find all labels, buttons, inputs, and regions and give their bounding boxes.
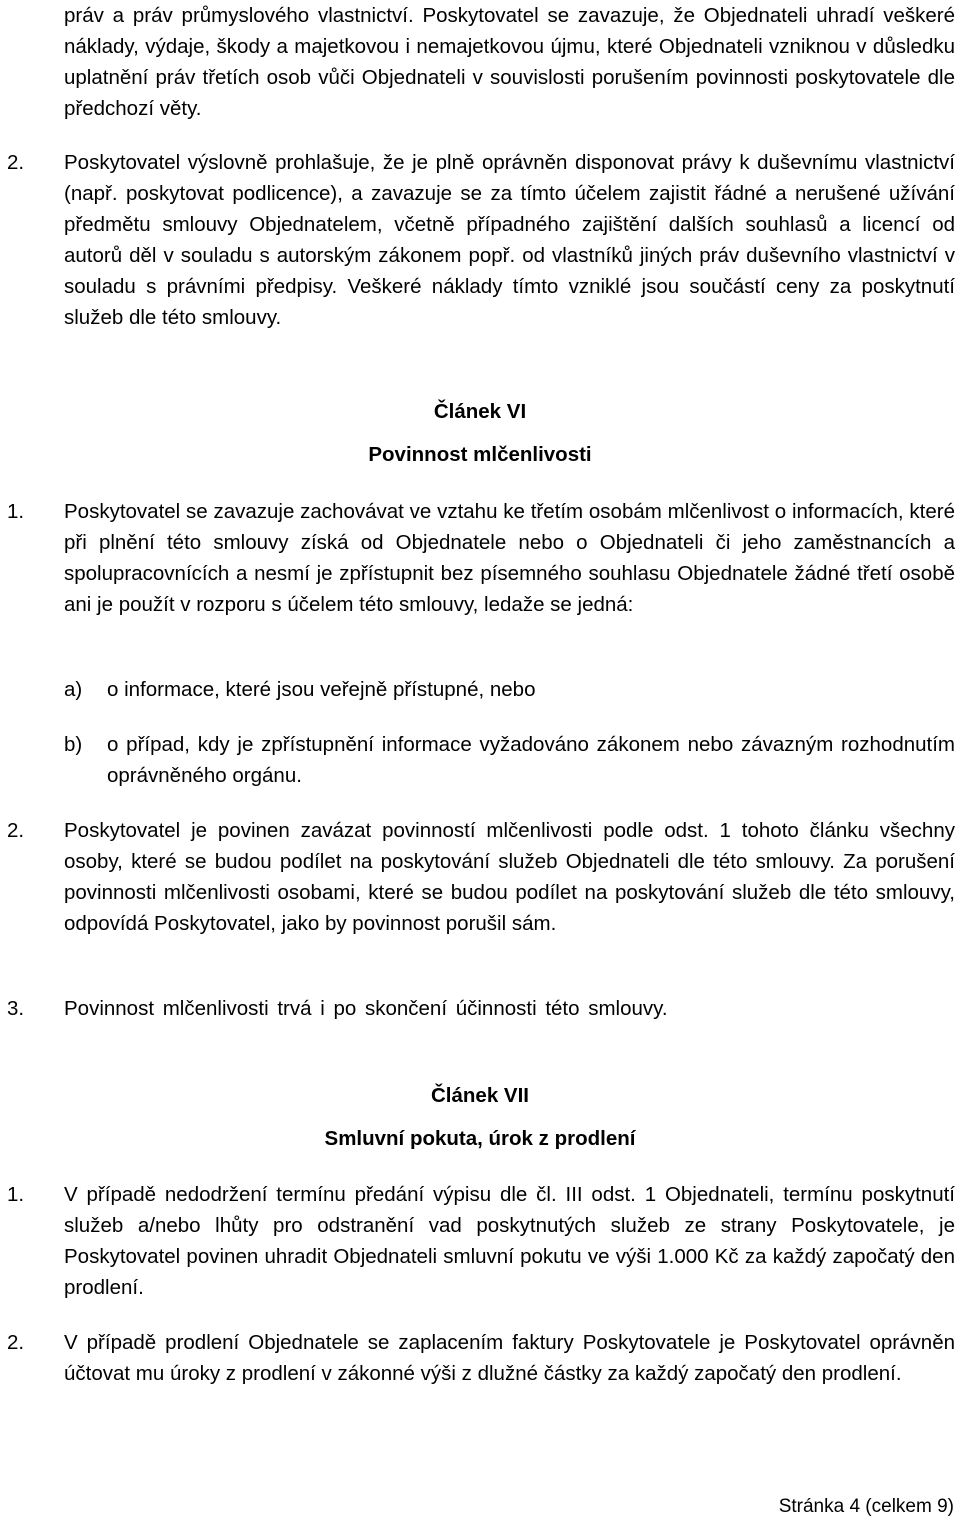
article-subtitle: Smluvní pokuta, úrok z prodlení — [324, 1127, 636, 1150]
clause-text: Poskytovatel výslovně prohlašuje, že je plně oprávněn disponovat právy k duševnímu vlastnictví (např. poskytovat podlicence), a zavazuje se za tímto účelem zajistit řádné a nerušené užívání předmětu smlouvy Objednatelem, včetně případného zajištění dalších souhlasů a licencí od autorů děl v souladu s autorským zákonem popř. od vlastníků jiných práv duševního vlastnictví v souladu s právními předpisy. Veškeré náklady tímto vzniklé jsou součástí ceny za poskytnutí služeb dle této smlouvy. — [64, 151, 955, 329]
list-item-text: o informace, které jsou veřejně přístupné, nebo — [107, 678, 536, 701]
intro-paragraph: práv a práv průmyslového vlastnictví. Poskytovatel se zavazuje, že Objednateli uhradí veškeré náklady, výdaje, škody a majetkovou i nemajetkovou újmu, které Objednateli vzniknou v důsledku uplatnění práv třetích osob vůči Objednateli v souvislosti porušením povinnosti poskytovatele dle předchozí věty. — [64, 4, 955, 120]
list-item-letter: b) — [64, 733, 83, 756]
clause-text: Poskytovatel je povinen zavázat povinností mlčenlivosti podle odst. 1 tohoto článku všechny osoby, které se budou podílet na poskytování služeb Objednateli dle této smlouvy. Za porušení povinnosti mlčenlivosti osobami, které se budou podílet na poskytování služeb dle této smlouvy, odpovídá Poskytovatel, jako by povinnost porušil sám. — [64, 819, 955, 935]
clause-number: 3. — [7, 997, 25, 1020]
list-item-text: o případ, kdy je zpřístupnění informace vyžadováno zákonem nebo závazným rozhodnutím oprávněného orgánu. — [107, 733, 955, 787]
clause-number: 2. — [7, 151, 25, 174]
clause-number: 1. — [7, 500, 25, 523]
article-subtitle: Povinnost mlčenlivosti — [368, 443, 592, 466]
list-item-letter: a) — [64, 678, 83, 701]
clause-number: 2. — [7, 1331, 25, 1354]
clause-text: Povinnost mlčenlivosti trvá i po skončení účinnosti této smlouvy. — [64, 997, 668, 1020]
article-title: Článek VI — [433, 400, 527, 423]
clause-text: V případě prodlení Objednatele se zaplacením faktury Poskytovatele je Poskytovatel oprávněn účtovat mu úroky z prodlení v zákonné výši z dlužné částky za každý započatý den prodlení. — [64, 1331, 955, 1385]
clause-text: V případě nedodržení termínu předání výpisu dle čl. III odst. 1 Objednateli, termínu poskytnutí služeb a/nebo lhůty pro odstranění vad poskytnutých služeb ze strany Poskytovatele, je Poskytovatel povinen uhradit Objednateli smluvní pokutu ve výši 1.000 Kč za každý započatý den prodlení. — [64, 1183, 955, 1299]
clause-number: 1. — [7, 1183, 25, 1206]
article-title: Článek VII — [431, 1084, 529, 1107]
clause-text: Poskytovatel se zavazuje zachovávat ve vztahu ke třetím osobám mlčenlivost o informacích, které při plnění této smlouvy získá od Objednatele nebo o Objednateli či jeho zaměstnancích a spolupracovnících a nesmí je zpřístupnit bez písemného souhlasu Objednatele žádné třetí osobě ani je použít v rozporu s účelem této smlouvy, ledaže se jedná: — [64, 500, 955, 616]
page-number: Stránka 4 (celkem 9) — [778, 1496, 954, 1517]
clause-number: 2. — [7, 819, 25, 842]
